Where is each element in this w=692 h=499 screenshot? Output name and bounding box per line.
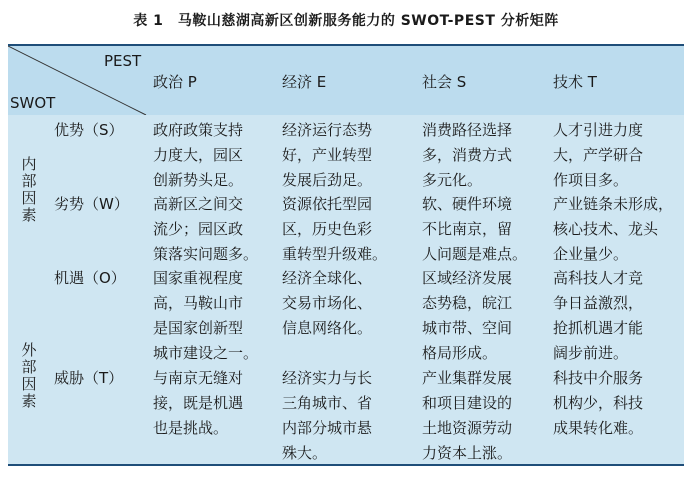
cell-line: 区域经济发展 bbox=[422, 269, 513, 287]
cell-line: 土地资源劳动 bbox=[422, 419, 513, 437]
row-label: 优势（S） bbox=[54, 121, 124, 139]
cell-line: 内部分城市悬 bbox=[282, 419, 373, 437]
cell-line: 交易市场化、 bbox=[282, 294, 373, 312]
cell-line: 人才引进力度 bbox=[553, 121, 644, 139]
cell-line: 创新势头足。 bbox=[153, 171, 244, 189]
cell-line: 抢抓机遇才能 bbox=[553, 319, 644, 337]
table-cell-economy bbox=[282, 118, 372, 193]
cell-line: 三角城市、省 bbox=[282, 394, 373, 412]
table-caption: 表 1 马鞍山慈湖高新区创新服务能力的 SWOT-PEST 分析矩阵 bbox=[133, 13, 559, 29]
cell-line: 人问题是难点。 bbox=[422, 245, 528, 263]
cell-line: 多元化。 bbox=[422, 171, 483, 189]
table-cell-technology bbox=[553, 366, 643, 441]
cell-line: 经济实力与长 bbox=[282, 369, 373, 387]
table-cell-politics bbox=[153, 192, 258, 267]
cell-line: 阔步前进。 bbox=[553, 344, 629, 362]
col-header-society: 社会 S bbox=[422, 73, 467, 91]
cell-line: 作项目多。 bbox=[553, 171, 629, 189]
table-cell-society bbox=[422, 266, 512, 366]
swot-pest-table bbox=[8, 44, 684, 466]
cell-line: 政府政策支持 bbox=[153, 121, 244, 139]
cell-line: 高，马鞍山市 bbox=[153, 294, 244, 312]
cell-line: 高新区之间交 bbox=[153, 195, 244, 213]
cell-line: 大，产学研合 bbox=[553, 146, 644, 164]
cell-line: 接，既是机遇 bbox=[153, 394, 244, 412]
cell-line: 不比南京，留 bbox=[422, 220, 513, 238]
cell-line: 产业集群发展 bbox=[422, 369, 513, 387]
cell-line: 与南京无缝对 bbox=[153, 369, 244, 387]
cell-line: 格局形成。 bbox=[422, 344, 498, 362]
cell-line: 城市建设之一。 bbox=[153, 344, 259, 362]
table-cell-economy bbox=[282, 266, 372, 341]
pest-header-label: PEST bbox=[104, 52, 142, 70]
group-label-internal: 内部因素 bbox=[21, 155, 37, 224]
cell-line: 争日益激烈， bbox=[553, 294, 644, 312]
cell-line: 城市带、空间 bbox=[422, 319, 513, 337]
cell-line: 消费路径选择 bbox=[422, 121, 513, 139]
table-cell-technology bbox=[553, 192, 673, 267]
cell-line: 机构少，科技 bbox=[553, 394, 644, 412]
cell-line: 力度大，园区 bbox=[153, 146, 244, 164]
cell-line: 重转型升级难。 bbox=[282, 245, 388, 263]
cell-line: 国家重视程度 bbox=[153, 269, 244, 287]
table-cell-politics bbox=[153, 118, 243, 193]
swot-header-label: SWOT bbox=[10, 94, 56, 112]
cell-line: 态势稳，皖江 bbox=[422, 294, 513, 312]
col-header-technology: 技术 T bbox=[553, 73, 597, 91]
table-cell-society bbox=[422, 118, 512, 193]
cell-line: 力资本上涨。 bbox=[422, 444, 513, 462]
row-label: 劣势（W） bbox=[54, 195, 129, 213]
cell-line: 经济全球化、 bbox=[282, 269, 373, 287]
table-cell-society bbox=[422, 192, 527, 267]
cell-line: 区，历史色彩 bbox=[282, 220, 373, 238]
cell-line: 成果转化难。 bbox=[553, 419, 644, 437]
group-label-external: 外部因素 bbox=[21, 341, 37, 410]
col-header-economy: 经济 E bbox=[282, 73, 327, 91]
cell-line: 科技中介服务 bbox=[553, 369, 644, 387]
cell-line: 核心技术、龙头 bbox=[553, 220, 659, 238]
cell-line: 策落实问题多。 bbox=[153, 245, 259, 263]
cell-line: 和项目建设的 bbox=[422, 394, 513, 412]
cell-line: 也是挑战。 bbox=[153, 419, 229, 437]
cell-line: 企业量少。 bbox=[553, 245, 629, 263]
row-label: 威胁（T） bbox=[54, 369, 124, 387]
cell-line: 产业链条未形成， bbox=[553, 195, 674, 213]
cell-line: 信息网络化。 bbox=[282, 319, 373, 337]
table-cell-economy bbox=[282, 366, 372, 466]
table-cell-politics bbox=[153, 266, 258, 366]
table-cell-society bbox=[422, 366, 512, 466]
table-cell-economy bbox=[282, 192, 387, 267]
table-cell-politics bbox=[153, 366, 243, 441]
cell-line: 多，消费方式 bbox=[422, 146, 513, 164]
row-label: 机遇（O） bbox=[54, 269, 126, 287]
cell-line: 是国家创新型 bbox=[153, 319, 244, 337]
cell-line: 高科技人才竞 bbox=[553, 269, 644, 287]
table-cell-technology bbox=[553, 266, 643, 366]
cell-line: 好，产业转型 bbox=[282, 146, 373, 164]
col-header-politics: 政治 P bbox=[153, 73, 197, 91]
cell-line: 殊大。 bbox=[282, 444, 328, 462]
cell-line: 软、硬件环境 bbox=[422, 195, 513, 213]
cell-line: 发展后劲足。 bbox=[282, 171, 373, 189]
cell-line: 资源依托型园 bbox=[282, 195, 373, 213]
cell-line: 流少；园区政 bbox=[153, 220, 244, 238]
table-cell-technology bbox=[553, 118, 643, 193]
cell-line: 经济运行态势 bbox=[282, 121, 373, 139]
